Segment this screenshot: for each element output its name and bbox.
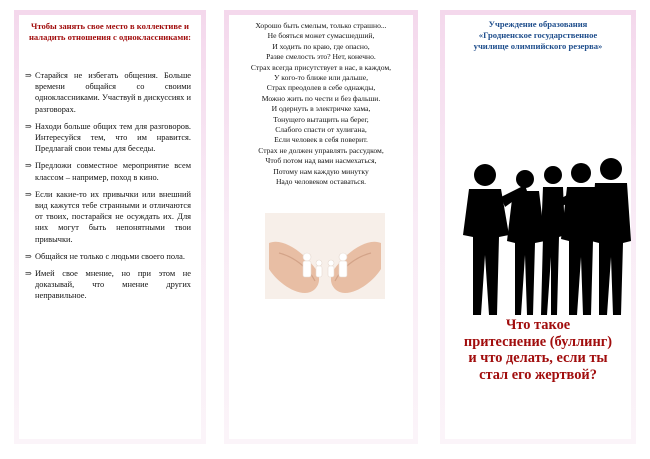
poem-line: У кого-то ближе или дальше, — [274, 73, 368, 83]
poem-line: Не бояться может сумасшедший, — [267, 31, 375, 41]
left-panel — [14, 10, 206, 444]
poem-line: Тонущего вытащить на берег, — [273, 114, 369, 124]
poem-line: Страх всегда присутствует в нас, в каждом, — [250, 62, 392, 72]
tip-item: ⇒ Общайся не только с людьми своего пола. — [25, 251, 185, 261]
tip-item: ⇒ Находи больше общих тем для разговоров. Интересуйся тем, что им нравится. Предлагай свои темы для беседы. — [25, 121, 191, 154]
poem-line: Страх преодолев в себе однажды, — [266, 83, 376, 93]
hands-with-family-image — [265, 213, 385, 299]
poem-line: И одернуть в электричке хама, — [271, 104, 371, 114]
tips-list — [19, 70, 201, 302]
poem-line: И ходить по краю, где опасно, — [272, 41, 370, 51]
poem-line: Страх не должен управлять рассудком, — [258, 145, 384, 155]
poem-line: Хорошо быть смелым, только страшно... — [255, 21, 387, 30]
poem-line: Слабого спасти от хулигана, — [275, 125, 367, 135]
arrow-icon: ⇒ — [25, 189, 32, 199]
poem-line: Можно жить по чести и без фальши. — [261, 93, 381, 103]
poem-line: Если человек в себя поверит. — [274, 135, 368, 145]
poem — [229, 15, 413, 188]
poem-line: Чтоб потом над вами насмехаться, — [265, 156, 377, 166]
tip-item: ⇒ Старайся не избегать общения. Больше времени общайся со своими одноклассниками. Участвуй в дискуссиях и разговорах. — [25, 71, 191, 114]
arrow-icon: ⇒ — [25, 161, 32, 171]
cover-panel — [440, 10, 636, 444]
arrow-icon: ⇒ — [25, 71, 32, 80]
poem-line: Потому нам каждую минутку — [273, 166, 369, 176]
middle-panel — [224, 10, 418, 444]
arrow-icon: ⇒ — [25, 251, 32, 261]
bullying-silhouettes-image — [455, 145, 631, 315]
arrow-icon: ⇒ — [25, 121, 32, 131]
poem-line: Надо человеком оставаться. — [275, 177, 367, 187]
organization-name: Учреждение образования «Гродненское государственное училище олимпийского резерва» — [473, 19, 603, 51]
tip-item: ⇒ Имей свое мнение, но при этом не доказывай, что мнение других неправильное. — [25, 269, 191, 301]
tip-item: ⇒ Если какие-то их привычки или внешний вид кажутся тебе странными и отличаются от твоих, постарайся не осуждать их. Для них могут быть непонятными твои привычки. — [25, 189, 191, 244]
arrow-icon: ⇒ — [25, 269, 32, 279]
tips-heading: Чтобы занять свое место в коллективе и наладить отношения с одноклассниками: — [28, 21, 192, 42]
brochure-title: Что такое притеснение (буллинг) и что делать, если ты стал его жертвой? — [463, 317, 613, 383]
poem-line: Разве смелость это? Нет, конечно. — [266, 52, 376, 62]
tip-item: ⇒ Предложи совместное мероприятие всем классом – например, поход в кино. — [25, 161, 191, 182]
